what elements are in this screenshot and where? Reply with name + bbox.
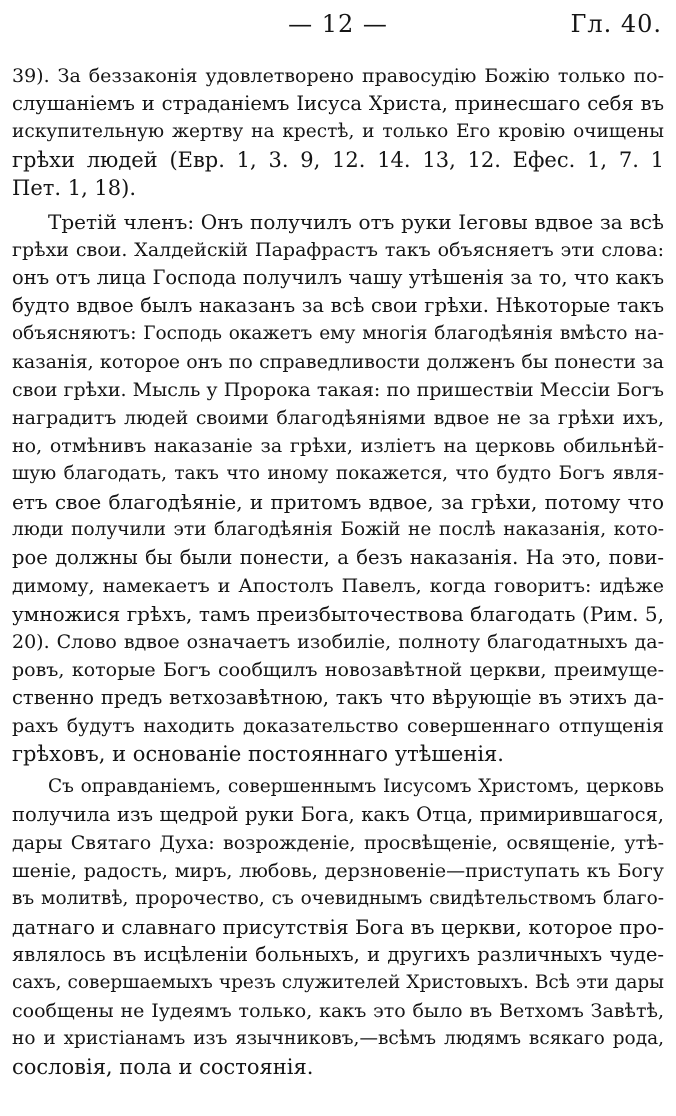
page-header [0,2,676,42]
text-line: являлось въ исцѣленіи больныхъ, и другихъ различныхъ чуде- [12,943,664,966]
text-line: но и христіанамъ изъ язычниковъ,—всѣмъ людямъ всякаго рода, [12,1028,664,1049]
text-line: слушаніемъ и страданіемъ Іисуса Христа, принесшаго себя въ [12,92,664,115]
text-line: грѣховъ, и основаніе постояннаго утѣшенія. [12,741,504,766]
text-line: казанія, которое онъ по справедливости долженъ бы понести за [12,350,664,373]
text-line: Съ оправданіемъ, совершеннымъ Іисусомъ Христомъ, церковь [48,776,664,797]
paragraph-3 [12,773,664,1081]
text-line: получила изъ щедрой руки Бога, какъ Отца, примирившагося, [12,803,664,826]
text-line: но, отмѣнивъ наказаніе за грѣхи, изліетъ на церковь обильнѣй- [12,434,664,457]
text-line: свои грѣхи. Мысль у Пророка такая: по пришествіи Мессіи Богъ [12,378,664,401]
chapter-reference: Гл. 40. [570,10,662,38]
text-line: наградитъ людей своими благодѣяніями вдвое не за грѣхи ихъ, [12,406,664,429]
text-line: ровъ, которые Богъ сообщилъ новозавѣтной церкви, преимуще- [12,658,664,681]
text-line: сословія, пола и состоянія. [12,1055,314,1079]
text-line: шеніе, радость, миръ, любовь, дерзновеніе—приступать къ Богу [12,860,664,882]
text-line: рахъ будутъ находить доказательство совершеннаго отпущенія [12,714,664,737]
text-line: димому, намекаетъ и Апостолъ Павелъ, когда говоритъ: идѣже [12,574,664,597]
text-line: искупительную жертву на крестѣ, и только Его кровію очищены [12,121,664,142]
text-line: сообщены не Іудеямъ только, какъ это было въ Ветхомъ Завѣтѣ, [12,1000,664,1022]
text-line: датнаго и славнаго присутствія Бога въ церкви, которое про- [12,915,664,939]
text-line: будто вдвое былъ наказанъ за всѣ свои грѣхи. Нѣкоторые такъ [12,293,664,317]
text-line: 20). Слово вдвое означаетъ изобиліе, полноту благодатныхъ да- [12,630,664,653]
text-line: дары Святаго Духа: возрожденіе, просвѣщеніе, освященіе, утѣ- [12,832,664,854]
text-line: сахъ, совершаемыхъ чрезъ служителей Христовыхъ. Всѣ эти дары [12,972,664,993]
text-line: объясняютъ: Господь окажетъ ему многія благодѣянія вмѣсто на- [12,322,664,344]
text-line: 39). За беззаконія удовлетворено правосудію Божію только по- [12,65,664,87]
text-line: Пет. 1, 18). [12,176,137,200]
body-text [12,62,664,1081]
text-line: онъ отъ лица Господа получилъ чашу утѣшенія за то, что какъ [12,265,664,289]
paragraph-2 [12,208,664,768]
text-line: умножися грѣхъ, тамъ преизбыточествова благодать (Рим. 5, [12,601,664,626]
text-line: люди получили эти благодѣянія Божій не послѣ наказанія, кото- [12,518,664,540]
page-number: — 12 — [288,10,388,38]
text-line: етъ свое благодѣяніе, и притомъ вдвое, за грѣхи, потому что [12,489,664,514]
text-line: ственно предъ ветхозавѣтною, такъ что вѣрующіе въ этихъ да- [12,685,664,709]
text-line: грѣхи людей (Евр. 1, 3. 9, 12. 14. 13, 12. Ефес. 1, 7. 1 [12,148,664,172]
paragraph-1 [12,62,664,202]
text-line: Третій членъ: Онъ получилъ отъ руки Іеговы вдвое за всѣ [48,209,664,234]
text-line: рое должны бы были понести, а безъ наказанія. На это, пови- [12,545,664,569]
text-line: грѣхи свои. Халдейскій Парафрастъ такъ объясняетъ эти слова: [12,238,664,261]
text-line: въ молитвѣ, пророчество, съ очевиднымъ свидѣтельствомъ благо- [12,888,664,909]
text-line: шую благодать, такъ что иному покажется, что будто Богъ явля- [12,462,664,484]
